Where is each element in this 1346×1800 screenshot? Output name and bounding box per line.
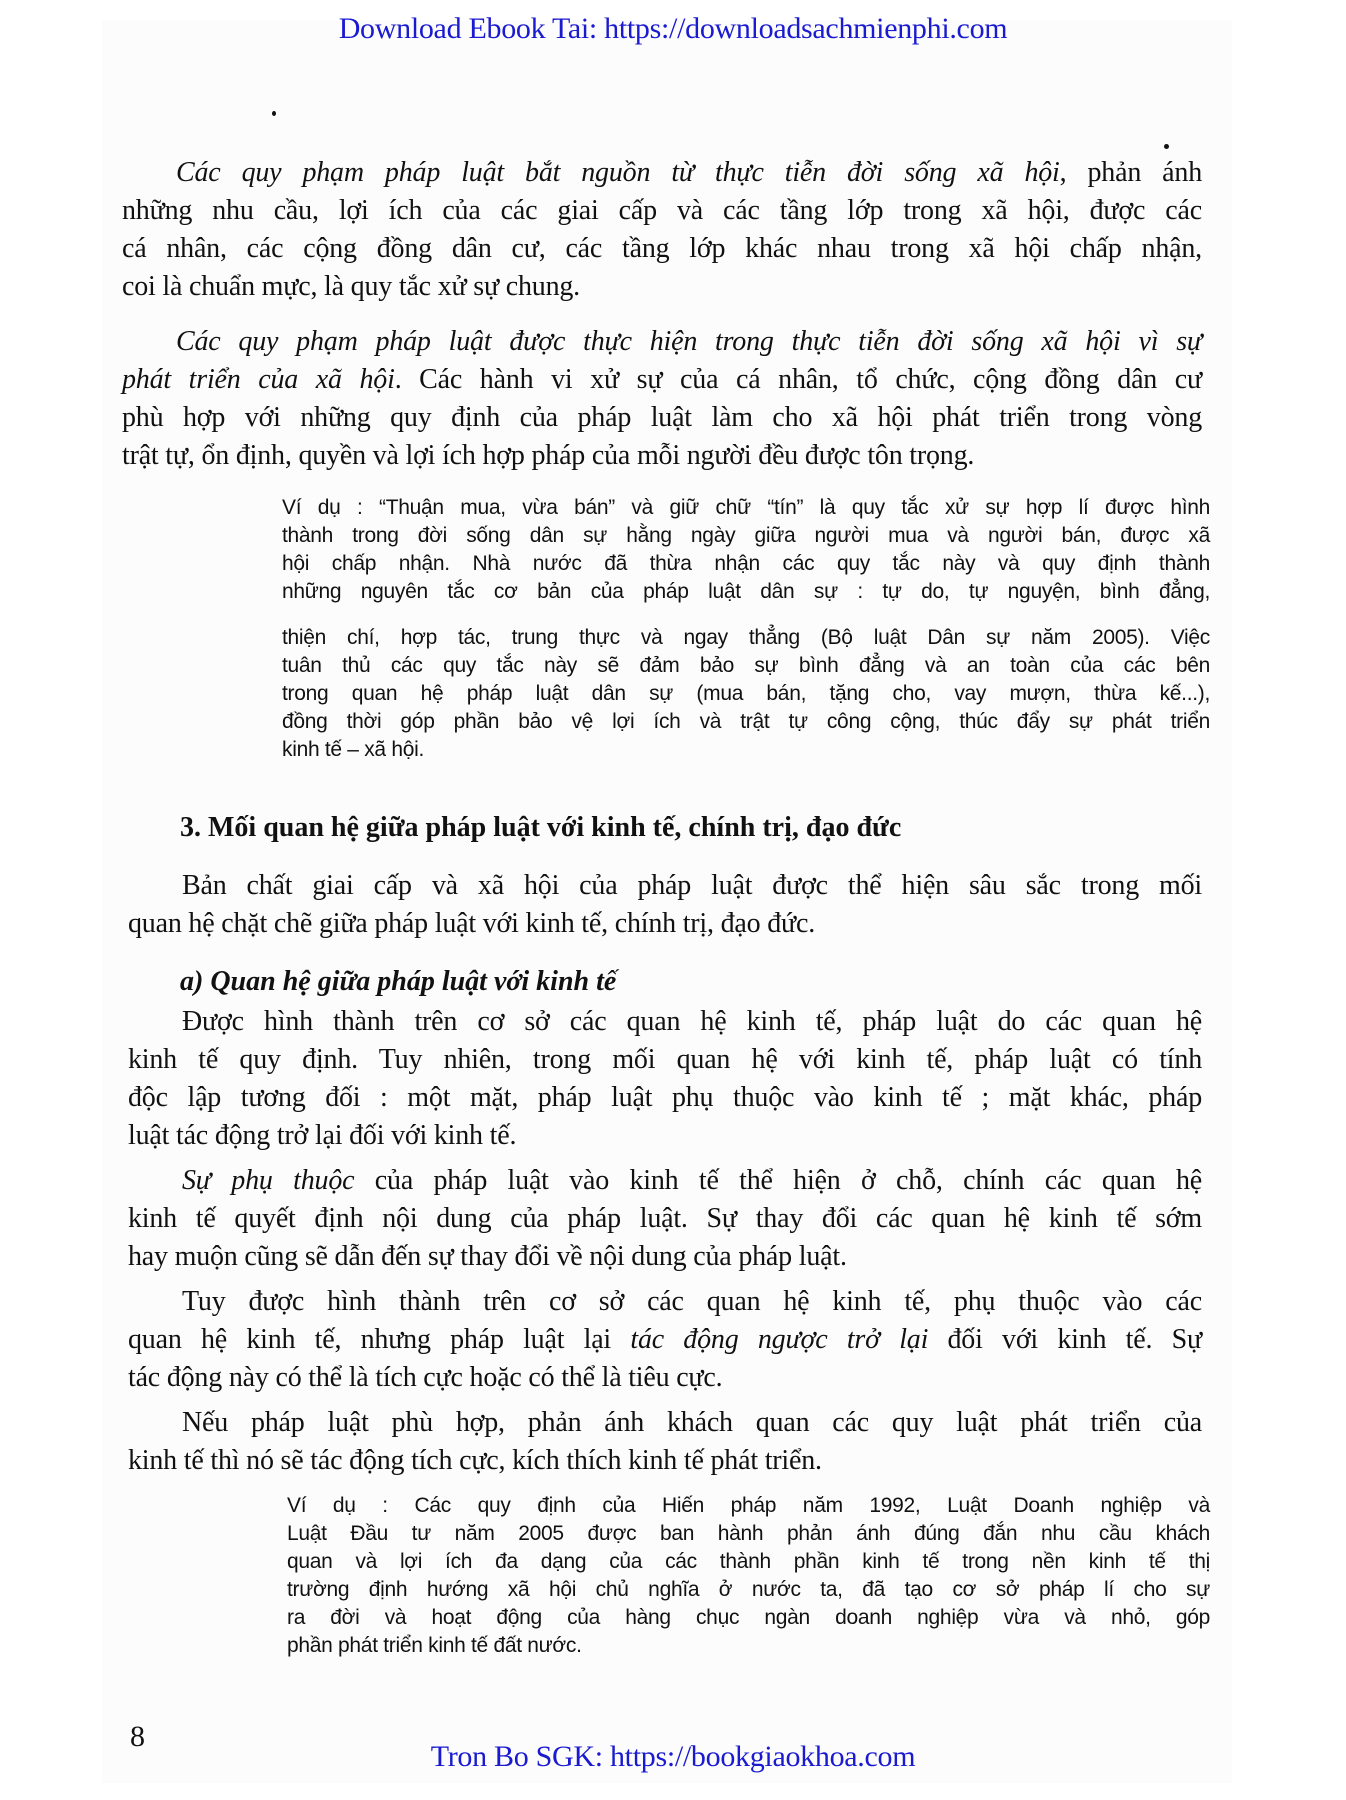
example-1-line: hội chấp nhận. Nhà nước đã thừa nhận các quy tắc này và quy định thành [282,552,1210,575]
example-1-line: kinh tế – xã hội. [282,738,424,761]
paragraph-1-line-4: coi là chuẩn mực, là quy tắc xử sự chung. [122,271,580,302]
page-number: 8 [130,1720,145,1753]
paragraph-2-line-3: phù hợp với những quy định của pháp luật làm cho xã hội phát triển trong vòng [122,402,1202,433]
example-1-line: thiện chí, hợp tác, trung thực và ngay thẳng (Bộ luật Dân sự năm 2005). Việc [282,626,1210,649]
scan-speck [272,111,276,116]
paragraph-1-line-3: cá nhân, các cộng đồng dân cư, các tầng lớp khác nhau trong xã hội chấp nhận, [122,233,1202,264]
subsection-a-p2-line-1: Sự phụ thuộc của pháp luật vào kinh tế thể hiện ở chỗ, chính các quan hệ [182,1165,1202,1196]
paragraph-1-line-2: những nhu cầu, lợi ích của các giai cấp và các tầng lớp trong xã hội, được các [122,195,1202,226]
subsection-a-p1-line: kinh tế quy định. Tuy nhiên, trong mối quan hệ với kinh tế, pháp luật có tính [128,1044,1202,1075]
paragraph-2-line-2: phát triển của xã hội. Các hành vi xử sự của cá nhân, tổ chức, cộng đồng dân cư [122,364,1202,395]
section-3-heading: 3. Mối quan hệ giữa pháp luật với kinh tế, chính trị, đạo đức [180,812,902,843]
section-3-intro-line-2: quan hệ chặt chẽ giữa pháp luật với kinh tế, chính trị, đạo đức. [128,908,816,939]
subsection-a-p4-line-1: Nếu pháp luật phù hợp, phản ánh khách quan các quy luật phát triển của [182,1407,1202,1438]
example-1-line: những nguyên tắc cơ bản của pháp luật dân sự : tự do, tự nguyện, bình đẳng, [282,580,1210,603]
subsection-a-p1-line: Được hình thành trên cơ sở các quan hệ kinh tế, pháp luật do các quan hệ [182,1006,1202,1037]
example-2-line: phần phát triển kinh tế đất nước. [287,1634,582,1657]
download-ebook-banner-link[interactable]: Download Ebook Tai: https://downloadsachmienphi.com [338,12,1008,45]
subsection-a-heading: a) Quan hệ giữa pháp luật với kinh tế [180,966,617,997]
paragraph-2-line-4: trật tự, ổn định, quyền và lợi ích hợp pháp của mỗi người đều được tôn trọng. [122,440,975,471]
example-2-line: ra đời và hoạt động của hàng chục ngàn doanh nghiệp vừa và nhỏ, góp [287,1606,1210,1629]
bookgiaokhoa-banner-link[interactable]: Tron Bo SGK: https://bookgiaokhoa.com [430,1740,916,1773]
paragraph-1-italic-lead: Các quy phạm pháp luật bắt nguồn từ thực tiễn đời sống xã hội [176,157,1060,188]
subsection-a-p2-line-2: kinh tế quyết định nội dung của pháp luật. Sự thay đổi các quan hệ kinh tế sớm [128,1203,1202,1234]
example-2-line: quan và lợi ích đa dạng của các thành phần kinh tế trong nền kinh tế thị [287,1550,1210,1573]
example-2-line: Ví dụ : Các quy định của Hiến pháp năm 1992, Luật Doanh nghiệp và [287,1494,1210,1517]
subsection-a-p4-line-2: kinh tế thì nó sẽ tác động tích cực, kích thích kinh tế phát triển. [128,1445,822,1476]
subsection-a-p1-line: độc lập tương đối : một mặt, pháp luật phụ thuộc vào kinh tế ; mặt khác, pháp [128,1082,1202,1113]
example-1-line: Ví dụ : “Thuận mua, vừa bán” và giữ chữ “tín” là quy tắc xử sự hợp lí được hình [282,496,1210,519]
example-1-line: thành trong đời sống dân sự hằng ngày giữa người mua và người bán, được xã [282,524,1210,547]
example-2-line: Luật Đầu tư năm 2005 được ban hành phản ánh đúng đắn nhu cầu khách [287,1522,1210,1545]
subsection-a-p3-line-3: tác động này có thể là tích cực hoặc có thể là tiêu cực. [128,1362,723,1393]
scan-speck [1164,144,1169,149]
subsection-a-p3-line-2: quan hệ kinh tế, nhưng pháp luật lại tác động ngược trở lại đối với kinh tế. Sự [128,1324,1202,1355]
example-1-line: đồng thời góp phần bảo vệ lợi ích và trật tự công cộng, thúc đẩy sự phát triển [282,710,1210,733]
subsection-a-p1-line: luật tác động trở lại đối với kinh tế. [128,1120,517,1151]
paragraph-1-line-1: Các quy phạm pháp luật bắt nguồn từ thực tiễn đời sống xã hội, phản ánh [176,157,1203,188]
example-1-line: trong quan hệ pháp luật dân sự (mua bán, tặng cho, vay mượn, thừa kế...), [282,682,1210,705]
subsection-a-p3-line-1: Tuy được hình thành trên cơ sở các quan hệ kinh tế, phụ thuộc vào các [182,1286,1202,1317]
subsection-a-p2-line-3: hay muộn cũng sẽ dẫn đến sự thay đổi về nội dung của pháp luật. [128,1241,847,1272]
example-1-line: tuân thủ các quy tắc này sẽ đảm bảo sự bình đẳng và an toàn của các bên [282,654,1210,677]
example-2-line: trường định hướng xã hội chủ nghĩa ở nước ta, đã tạo cơ sở pháp lí cho sự [287,1578,1210,1601]
paragraph-2-line-1: Các quy phạm pháp luật được thực hiện trong thực tiễn đời sống xã hội vì sự [176,326,1202,357]
section-3-intro-line-1: Bản chất giai cấp và xã hội của pháp luật được thể hiện sâu sắc trong mối [182,870,1202,901]
